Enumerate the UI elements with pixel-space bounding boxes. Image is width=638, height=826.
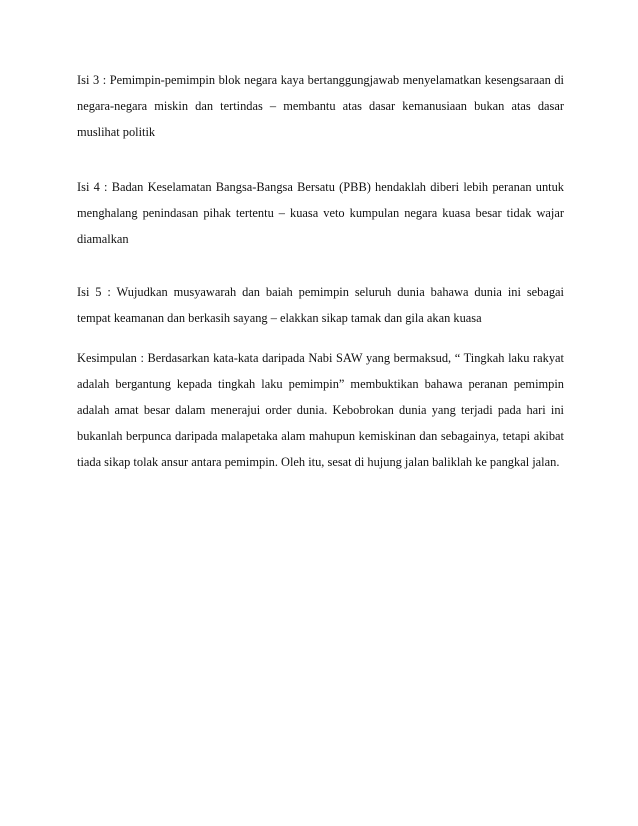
- text-line: tempat keamanan dan berkasih sayang – elakkan sikap tamak dan gila akan kuasa: [77, 311, 482, 325]
- paragraph-isi-4: [77, 174, 564, 252]
- text-line: tiada sikap tolak ansur antara pemimpin. Oleh itu, sesat di hujung jalan baliklah ke pangkal jalan.: [77, 455, 560, 469]
- text-line: muslihat politik: [77, 125, 156, 139]
- text-line: Isi 4 : Badan Keselamatan Bangsa-Bangsa Bersatu (PBB) hendaklah diberi lebih peranan untuk: [77, 180, 564, 194]
- text-line: Kesimpulan : Berdasarkan kata-kata daripada Nabi SAW yang bermaksud, “ Tingkah laku rakyat: [77, 351, 564, 365]
- text-line: Isi 5 : Wujudkan musyawarah dan baiah pemimpin seluruh dunia bahawa dunia ini sebagai: [77, 285, 564, 299]
- text-line: menghalang penindasan pihak tertentu – kuasa veto kumpulan negara kuasa besar tidak wajar: [77, 206, 564, 220]
- text-line: adalah bergantung kepada tingkah laku pemimpin” membuktikan bahawa peranan pemimpin: [77, 377, 564, 391]
- paragraph-isi-5: [77, 279, 564, 331]
- text-line: adalah amat besar dalam menerajui order dunia. Kebobrokan dunia yang terjadi pada hari ini: [77, 403, 564, 417]
- paragraph-isi-3: [77, 67, 564, 145]
- paragraph-kesimpulan: [77, 345, 564, 475]
- text-line: bukanlah berpunca daripada malapetaka alam mahupun kemiskinan dan sebagainya, tetapi akibat: [77, 429, 564, 443]
- text-line: negara-negara miskin dan tertindas – membantu atas dasar kemanusiaan bukan atas dasar: [77, 99, 564, 113]
- text-line: diamalkan: [77, 232, 129, 246]
- text-line: Isi 3 : Pemimpin-pemimpin blok negara kaya bertanggungjawab menyelamatkan kesengsaraan di: [77, 73, 564, 87]
